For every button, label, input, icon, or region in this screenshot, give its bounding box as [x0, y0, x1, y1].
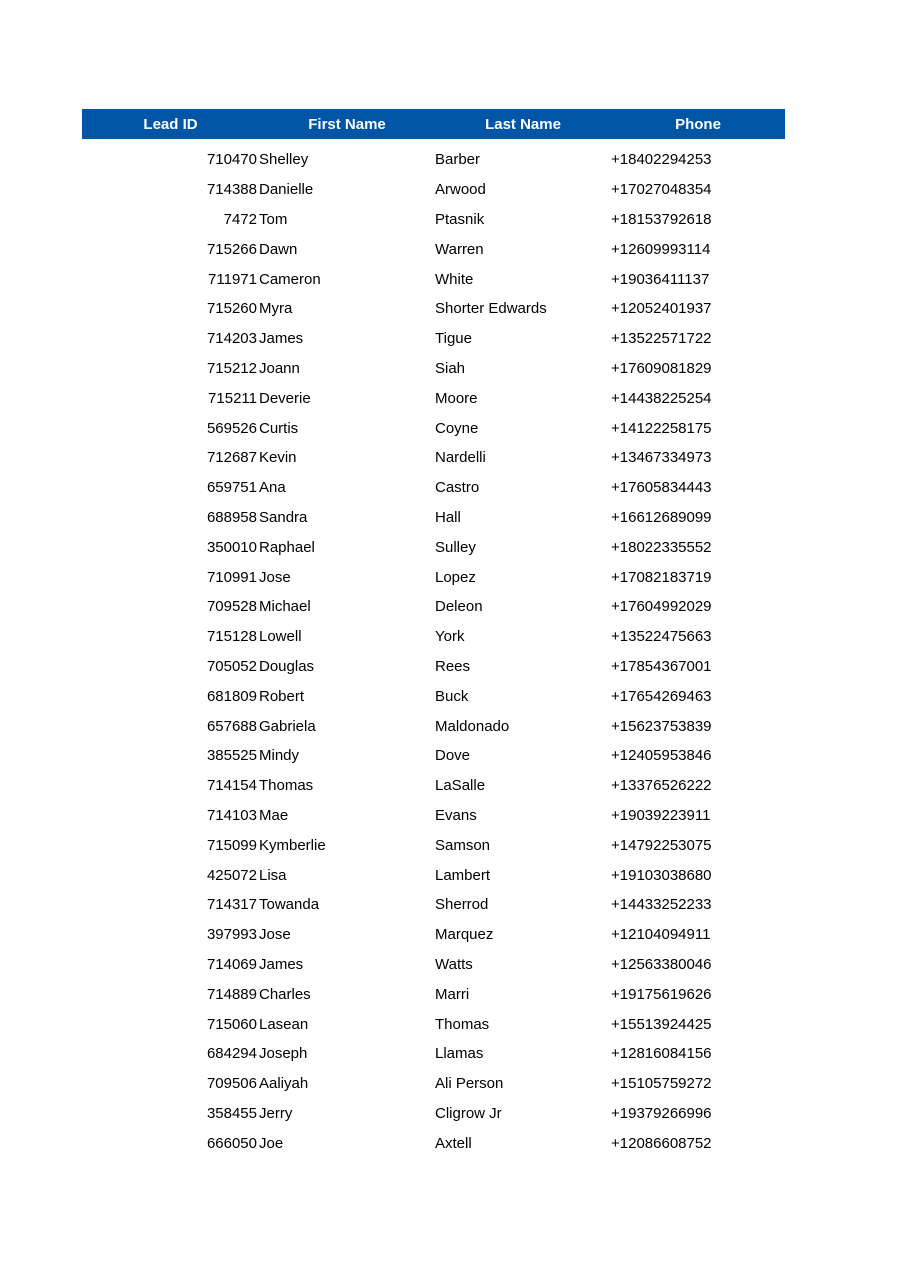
last-name-cell[interactable]: Deleon — [435, 598, 483, 616]
lead-id-cell[interactable]: 358455 — [206, 1104, 257, 1122]
first-name-cell[interactable]: Sandra — [259, 508, 308, 526]
table-row[interactable] — [82, 830, 785, 860]
table-row[interactable] — [82, 354, 785, 384]
lead-id-cell[interactable]: 715128 — [206, 628, 257, 646]
lead-id-cell[interactable]: 714103 — [206, 806, 257, 824]
last-name-cell[interactable]: Thomas — [435, 1015, 490, 1033]
phone-cell[interactable]: +13376526222 — [611, 777, 712, 795]
phone-cell[interactable]: +17609081829 — [611, 359, 712, 377]
first-name-cell[interactable]: Jerry — [259, 1104, 293, 1122]
lead-id-cell[interactable]: 688958 — [206, 508, 257, 526]
first-name-cell[interactable]: Myra — [259, 300, 293, 318]
last-name-cell[interactable]: Samson — [435, 836, 491, 854]
last-name-cell[interactable]: Nardelli — [435, 449, 486, 467]
lead-id-cell[interactable]: 425072 — [206, 866, 257, 884]
phone-cell[interactable]: +17854367001 — [611, 657, 712, 675]
table-row[interactable] — [82, 979, 785, 1009]
first-name-cell[interactable]: Aaliyah — [259, 1075, 309, 1093]
lead-id-cell[interactable]: 710991 — [206, 568, 257, 586]
last-name-cell[interactable]: Lopez — [435, 568, 476, 586]
first-name-cell[interactable]: Mindy — [259, 747, 300, 765]
phone-cell[interactable]: +19379266996 — [611, 1104, 712, 1122]
lead-id-cell[interactable]: 385525 — [206, 747, 257, 765]
phone-cell[interactable]: +14438225254 — [611, 389, 712, 407]
phone-cell[interactable]: +14122258175 — [611, 419, 712, 437]
lead-id-cell[interactable]: 715211 — [208, 389, 257, 407]
first-name-cell[interactable]: Charles — [259, 985, 311, 1003]
phone-cell[interactable]: +17082183719 — [611, 568, 712, 586]
first-name-cell[interactable]: Michael — [259, 598, 311, 616]
phone-cell[interactable]: +18402294253 — [611, 151, 712, 169]
first-name-cell[interactable]: Ana — [259, 479, 286, 497]
first-name-cell[interactable]: Joe — [259, 1134, 284, 1152]
phone-cell[interactable]: +17027048354 — [611, 181, 712, 199]
last-name-cell[interactable]: Ptasnik — [435, 210, 485, 228]
table-row[interactable] — [82, 890, 785, 920]
first-name-cell[interactable]: Tom — [259, 210, 288, 228]
first-name-cell[interactable]: James — [259, 330, 304, 348]
phone-cell[interactable]: +14792253075 — [611, 836, 712, 854]
lead-id-cell[interactable]: 710470 — [206, 151, 257, 169]
last-name-cell[interactable]: Coyne — [435, 419, 479, 437]
phone-cell[interactable]: +14433252233 — [611, 896, 712, 914]
table-row[interactable] — [82, 1128, 785, 1158]
phone-cell[interactable]: +12563380046 — [611, 955, 712, 973]
table-row[interactable] — [82, 920, 785, 950]
first-name-cell[interactable]: Lasean — [259, 1015, 309, 1033]
table-row[interactable] — [82, 383, 785, 413]
first-name-cell[interactable]: Kevin — [259, 449, 297, 467]
lead-id-cell[interactable]: 659751 — [206, 479, 257, 497]
table-row[interactable] — [82, 145, 785, 175]
table-row[interactable] — [82, 741, 785, 771]
first-name-cell[interactable]: Deverie — [259, 389, 311, 407]
table-row[interactable] — [82, 324, 785, 354]
phone-cell[interactable]: +18022335552 — [611, 538, 712, 556]
lead-id-cell[interactable]: 715260 — [206, 300, 257, 318]
lead-id-cell[interactable]: 569526 — [206, 419, 257, 437]
last-name-cell[interactable]: Siah — [435, 359, 466, 377]
first-name-cell[interactable]: Lisa — [259, 866, 287, 884]
header-lead-id[interactable]: Lead ID — [143, 115, 198, 133]
table-row[interactable] — [82, 801, 785, 831]
table-row[interactable] — [82, 443, 785, 473]
lead-id-cell[interactable]: 715060 — [206, 1015, 257, 1033]
last-name-cell[interactable]: Moore — [435, 389, 478, 407]
table-row[interactable] — [82, 950, 785, 980]
lead-id-cell[interactable]: 712687 — [206, 449, 257, 467]
last-name-cell[interactable]: Maldonado — [435, 717, 510, 735]
first-name-cell[interactable]: Thomas — [259, 777, 314, 795]
phone-cell[interactable]: +12405953846 — [611, 747, 712, 765]
phone-cell[interactable]: +17605834443 — [611, 479, 712, 497]
phone-cell[interactable]: +12816084156 — [611, 1045, 712, 1063]
lead-id-cell[interactable]: 666050 — [206, 1134, 257, 1152]
lead-id-cell[interactable]: 714154 — [206, 777, 257, 795]
lead-id-cell[interactable]: 397993 — [206, 926, 257, 944]
first-name-cell[interactable]: Jose — [259, 568, 291, 586]
last-name-cell[interactable]: Tigue — [435, 330, 472, 348]
phone-cell[interactable]: +13522475663 — [611, 628, 712, 646]
first-name-cell[interactable]: Cameron — [259, 270, 321, 288]
phone-cell[interactable]: +18153792618 — [611, 210, 712, 228]
table-row[interactable] — [82, 1039, 785, 1069]
lead-id-cell[interactable]: 681809 — [206, 687, 257, 705]
phone-cell[interactable]: +13467334973 — [611, 449, 712, 467]
lead-id-cell[interactable]: 350010 — [206, 538, 257, 556]
table-row[interactable] — [82, 771, 785, 801]
table-row[interactable] — [82, 294, 785, 324]
first-name-cell[interactable]: Dawn — [259, 240, 298, 258]
table-body — [82, 145, 785, 1158]
last-name-cell[interactable]: Sulley — [435, 538, 476, 556]
last-name-cell[interactable]: Sherrod — [435, 896, 489, 914]
first-name-cell[interactable]: Kymberlie — [259, 836, 326, 854]
lead-id-cell[interactable]: 715266 — [206, 240, 257, 258]
phone-cell[interactable]: +17604992029 — [611, 598, 712, 616]
last-name-cell[interactable]: Marquez — [435, 926, 494, 944]
lead-id-cell[interactable]: 714069 — [206, 955, 257, 973]
header-last-name[interactable]: Last Name — [485, 115, 561, 133]
first-name-cell[interactable]: Joann — [259, 359, 300, 377]
leads-table — [82, 109, 785, 1158]
table-row[interactable] — [82, 234, 785, 264]
table-row[interactable] — [82, 681, 785, 711]
table-row[interactable] — [82, 1069, 785, 1099]
table-row[interactable] — [82, 264, 785, 294]
phone-cell[interactable]: +19036411137 — [611, 270, 710, 288]
table-row[interactable] — [82, 413, 785, 443]
table-row[interactable] — [82, 205, 785, 235]
header-phone[interactable]: Phone — [675, 115, 721, 133]
table-row[interactable] — [82, 1099, 785, 1129]
table-row[interactable] — [82, 503, 785, 533]
last-name-cell[interactable]: Cligrow Jr — [435, 1104, 502, 1122]
phone-cell[interactable]: +19039223911 — [611, 806, 711, 824]
last-name-cell[interactable]: Axtell — [435, 1134, 472, 1152]
last-name-cell[interactable]: Castro — [435, 479, 480, 497]
phone-cell[interactable]: +16612689099 — [611, 508, 712, 526]
first-name-cell[interactable]: Robert — [259, 687, 305, 705]
table-header — [82, 109, 785, 139]
last-name-cell[interactable]: Buck — [435, 687, 469, 705]
lead-id-cell[interactable]: 711971 — [208, 270, 257, 288]
first-name-cell[interactable]: James — [259, 955, 304, 973]
phone-cell[interactable]: +13522571722 — [611, 330, 712, 348]
first-name-cell[interactable]: Mae — [259, 806, 289, 824]
lead-id-cell[interactable]: 715099 — [206, 836, 257, 854]
last-name-cell[interactable]: Warren — [435, 240, 484, 258]
first-name-cell[interactable]: Joseph — [259, 1045, 308, 1063]
phone-cell[interactable]: +19103038680 — [611, 866, 712, 884]
lead-id-cell[interactable]: 714203 — [206, 330, 257, 348]
first-name-cell[interactable]: Shelley — [259, 151, 309, 169]
last-name-cell[interactable]: Arwood — [435, 181, 486, 199]
phone-cell[interactable]: +15105759272 — [611, 1075, 712, 1093]
first-name-cell[interactable]: Lowell — [259, 628, 302, 646]
table-row[interactable] — [82, 860, 785, 890]
last-name-cell[interactable]: Rees — [435, 657, 471, 675]
first-name-cell[interactable]: Raphael — [259, 538, 315, 556]
phone-cell[interactable]: +15623753839 — [611, 717, 712, 735]
first-name-cell[interactable]: Jose — [259, 926, 291, 944]
phone-cell[interactable]: +12104094911 — [611, 926, 711, 944]
last-name-cell[interactable]: Barber — [435, 151, 481, 169]
phone-cell[interactable]: +12609993114 — [611, 240, 711, 258]
table-row[interactable] — [82, 711, 785, 741]
phone-cell[interactable]: +15513924425 — [611, 1015, 712, 1033]
lead-id-cell[interactable]: 714317 — [206, 896, 257, 914]
last-name-cell[interactable]: Marri — [435, 985, 470, 1003]
last-name-cell[interactable]: Llamas — [435, 1045, 484, 1063]
first-name-cell[interactable]: Danielle — [259, 181, 314, 199]
phone-cell[interactable]: +19175619626 — [611, 985, 712, 1003]
lead-id-cell[interactable]: 684294 — [206, 1045, 257, 1063]
last-name-cell[interactable]: York — [435, 628, 465, 646]
lead-id-cell[interactable]: 705052 — [206, 657, 257, 675]
last-name-cell[interactable]: Hall — [435, 508, 461, 526]
table-row[interactable] — [82, 175, 785, 205]
table-row[interactable] — [82, 562, 785, 592]
last-name-cell[interactable]: White — [435, 270, 474, 288]
phone-cell[interactable]: +12086608752 — [611, 1134, 712, 1152]
header-first-name[interactable]: First Name — [308, 115, 386, 133]
lead-id-cell[interactable]: 7472 — [223, 210, 257, 228]
last-name-cell[interactable]: Shorter Edwards — [435, 300, 547, 318]
last-name-cell[interactable]: Evans — [435, 806, 477, 824]
lead-id-cell[interactable]: 709506 — [206, 1075, 257, 1093]
lead-id-cell[interactable]: 709528 — [206, 598, 257, 616]
lead-id-cell[interactable]: 714889 — [206, 985, 257, 1003]
lead-id-cell[interactable]: 657688 — [206, 717, 257, 735]
last-name-cell[interactable]: Dove — [435, 747, 471, 765]
last-name-cell[interactable]: LaSalle — [435, 777, 486, 795]
last-name-cell[interactable]: Lambert — [435, 866, 491, 884]
phone-cell[interactable]: +17654269463 — [611, 687, 712, 705]
last-name-cell[interactable]: Watts — [435, 955, 473, 973]
table-row[interactable] — [82, 532, 785, 562]
lead-id-cell[interactable]: 714388 — [206, 181, 257, 199]
last-name-cell[interactable]: Ali Person — [435, 1075, 504, 1093]
first-name-cell[interactable]: Towanda — [259, 896, 320, 914]
table-row[interactable] — [82, 473, 785, 503]
table-row[interactable] — [82, 592, 785, 622]
first-name-cell[interactable]: Douglas — [259, 657, 315, 675]
first-name-cell[interactable]: Curtis — [259, 419, 299, 437]
lead-id-cell[interactable]: 715212 — [206, 359, 257, 377]
phone-cell[interactable]: +12052401937 — [611, 300, 712, 318]
table-row[interactable] — [82, 1009, 785, 1039]
table-row[interactable] — [82, 652, 785, 682]
first-name-cell[interactable]: Gabriela — [259, 717, 316, 735]
table-row[interactable] — [82, 622, 785, 652]
